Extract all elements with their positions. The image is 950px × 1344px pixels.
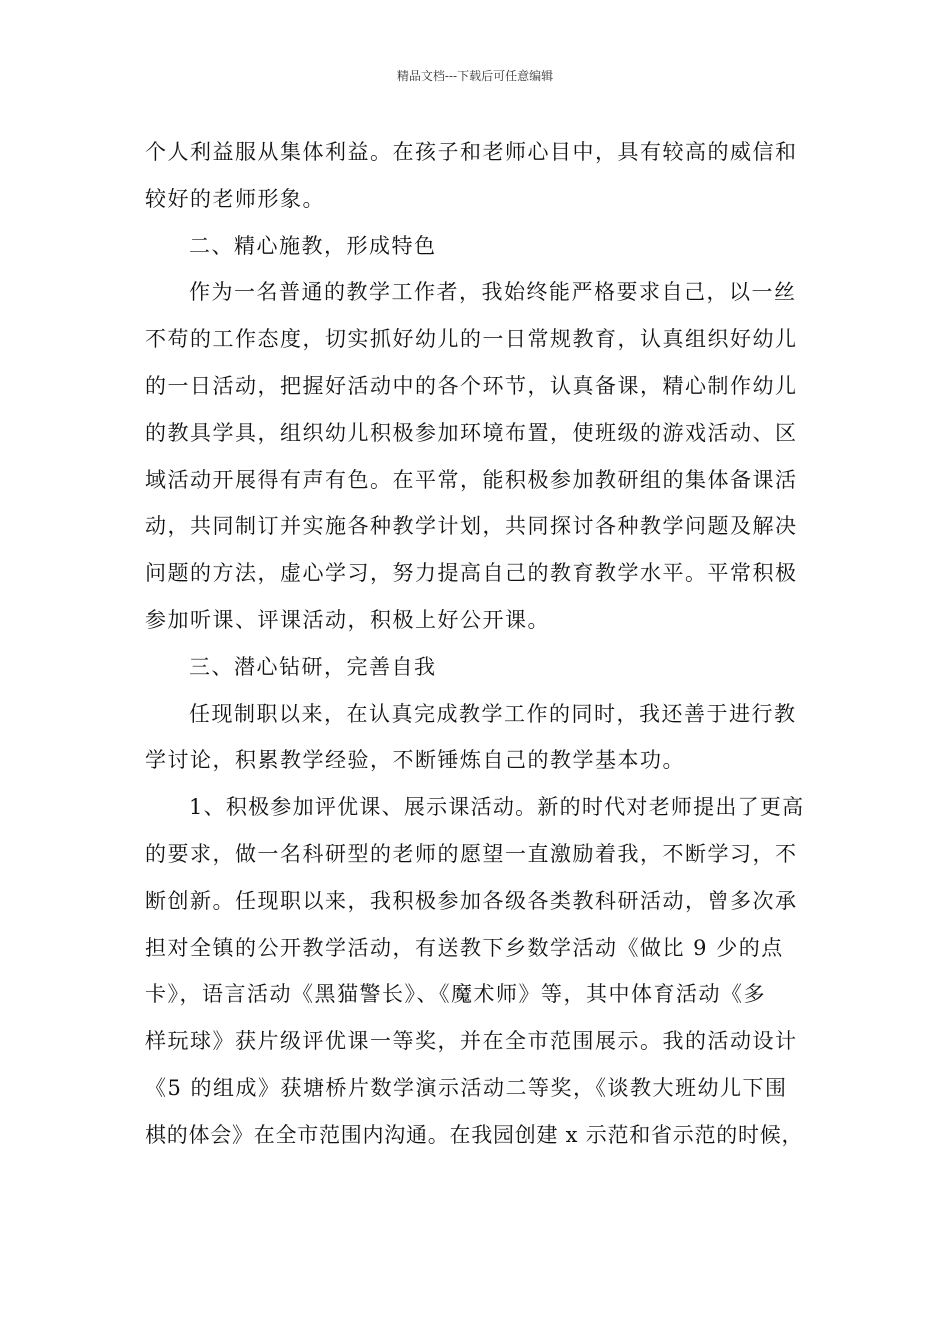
text-line: 问题的方法，虚心学习，努力提高自己的教育教学水平。平常积极 bbox=[145, 561, 798, 586]
text-line: 较好的老师形象。 bbox=[145, 186, 325, 211]
text-line: 棋的体会》在全市范围内沟通。在我园创建 x 示范和省示范的时候， bbox=[145, 1122, 804, 1147]
text-line: 作为一名普通的教学工作者，我始终能严格要求自己，以一丝 bbox=[189, 280, 797, 305]
text-line: 1、积极参加评优课、展示课活动。新的时代对老师提出了更高 bbox=[189, 795, 805, 820]
text-line: 断创新。任现职以来，我积极参加各级各类教科研活动，曾多次承 bbox=[145, 888, 798, 913]
text-line: 样玩球》获片级评优课一等奖，并在全市范围展示。我的活动设计 bbox=[145, 1029, 798, 1054]
text-line: 域活动开展得有声有色。在平常，能积极参加教研组的集体备课活 bbox=[145, 467, 798, 492]
text-line: 任现制职以来，在认真完成教学工作的同时，我还善于进行教 bbox=[189, 701, 797, 726]
text-line: 二、精心施教，形成特色 bbox=[189, 233, 437, 258]
page-header: 精品文档---下载后可任意编辑 bbox=[396, 69, 554, 83]
text-line: 担对全镇的公开教学活动，有送教下乡数学活动《做比 9 少的点 bbox=[145, 935, 784, 960]
text-line: 三、潜心钻研，完善自我 bbox=[189, 654, 437, 679]
text-line: 卡》，语言活动《黑猫警长》、《魔术师》等，其中体育活动《多 bbox=[145, 982, 766, 1007]
text-line: 参加听课、评课活动，积极上好公开课。 bbox=[145, 607, 550, 632]
text-line: 动，共同制订并实施各种教学计划，共同探讨各种教学问题及解决 bbox=[145, 514, 798, 539]
text-line: 的要求，做一名科研型的老师的愿望一直激励着我，不断学习，不 bbox=[145, 841, 798, 866]
document-body bbox=[145, 129, 810, 1159]
text-line: 不苟的工作态度，切实抓好幼儿的一日常规教育，认真组织好幼儿 bbox=[145, 327, 798, 352]
text-line: 的教具学具，组织幼儿积极参加环境布置，使班级的游戏活动、区 bbox=[145, 420, 798, 445]
text-line: 《5 的组成》获塘桥片数学演示活动二等奖，《谈教大班幼儿下围 bbox=[145, 1075, 788, 1100]
text-line: 的一日活动，把握好活动中的各个环节，认真备课，精心制作幼儿 bbox=[145, 373, 798, 398]
text-line: 个人利益服从集体利益。在孩子和老师心目中，具有较高的威信和 bbox=[145, 140, 798, 164]
text-line: 学讨论，积累教学经验，不断锤炼自己的教学基本功。 bbox=[145, 748, 685, 773]
